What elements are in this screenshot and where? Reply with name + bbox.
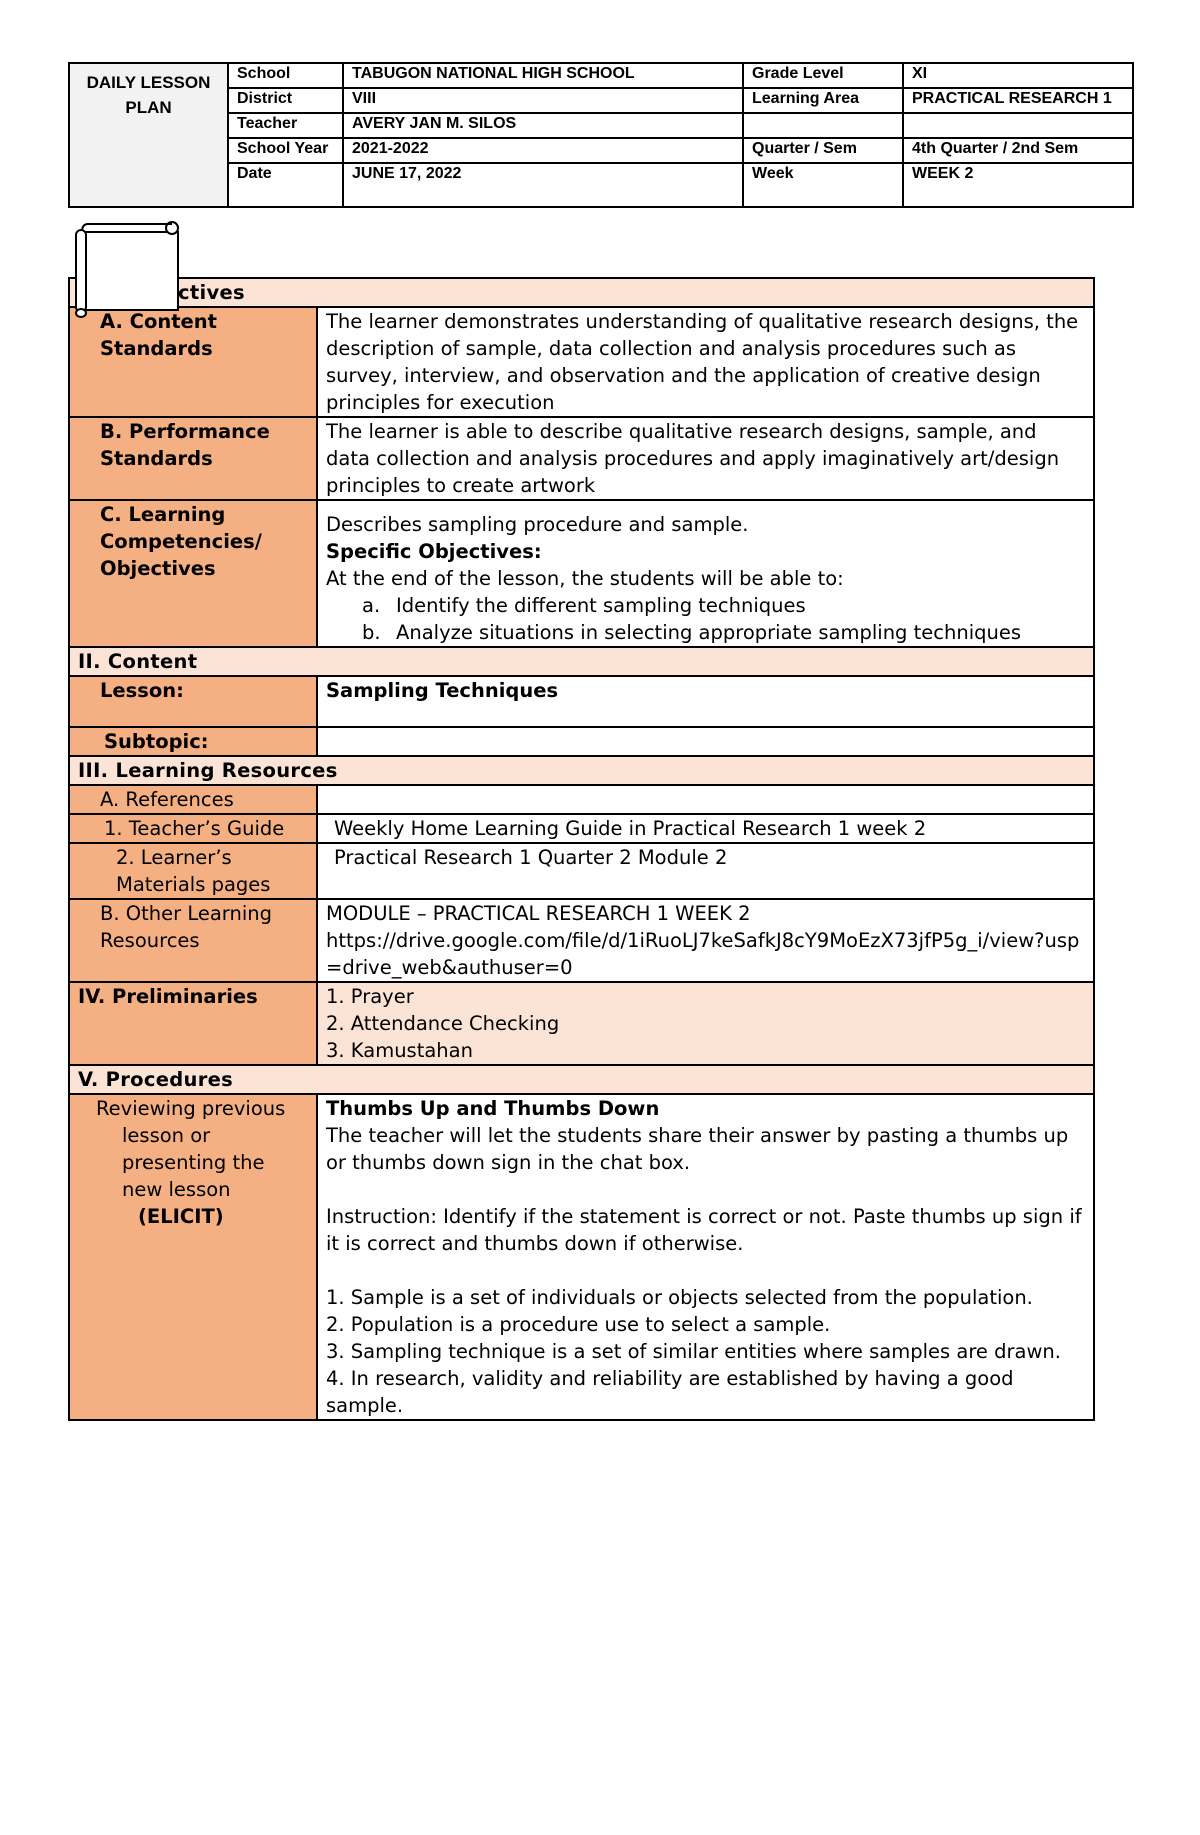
other-resources-link[interactable]: https://drive.google.com/file/d/1iRuoLJ7keSafkJ8cY9MoEzX73jfP5g_i/view?usp=drive_web&authuser=0	[326, 929, 1080, 979]
content-standards-text: The learner demonstrates understanding of qualitative research designs, the description of sample, data collection and analysis procedures such as survey, interview, and observation and the application of creative design principles for execution	[317, 307, 1094, 417]
other-resources-label: B. Other Learning Resources	[69, 899, 317, 982]
subtopic-label: Subtopic:	[69, 727, 317, 756]
list-item: b. Analyze situations in selecting appropriate sampling techniques	[362, 621, 1022, 644]
references-value	[317, 785, 1094, 814]
preliminaries-cell	[317, 982, 1094, 1065]
teacher-label: Teacher	[228, 113, 343, 138]
grade-label: Grade Level	[743, 63, 903, 88]
competencies-cell	[317, 500, 1094, 647]
other-resources-title: MODULE – PRACTICAL RESEARCH 1 WEEK 2	[326, 902, 751, 925]
plan-title: DAILY LESSON PLAN	[69, 63, 228, 207]
scroll-icon	[74, 218, 186, 318]
week-label: Week	[743, 163, 903, 207]
content-section-title: II. Content	[69, 647, 1094, 676]
lesson-plan-table	[68, 277, 1095, 1421]
resources-section-title: III. Learning Resources	[69, 756, 1094, 785]
references-label: A. References	[69, 785, 317, 814]
lesson-plan-header	[68, 62, 1134, 208]
list-item: 2. Attendance Checking	[326, 1012, 560, 1035]
grade-value: XI	[903, 63, 1133, 88]
lesson-label: Lesson:	[69, 676, 317, 727]
teachers-guide-value: Weekly Home Learning Guide in Practical Research 1 week 2	[317, 814, 1094, 843]
teachers-guide-label: 1. Teacher’s Guide	[69, 814, 317, 843]
specific-objectives-title: Specific Objectives:	[326, 540, 542, 563]
statement-item: 1. Sample is a set of individuals or objects selected from the population.	[326, 1286, 1033, 1309]
blank-label	[743, 113, 903, 138]
lesson-value: Sampling Techniques	[317, 676, 1094, 727]
competency-text: Describes sampling procedure and sample.	[326, 513, 749, 536]
objectives-section-title: ctives	[69, 278, 1094, 307]
date-label: Date	[228, 163, 343, 207]
preliminaries-list	[326, 983, 1085, 1064]
objectives-list	[326, 592, 1085, 646]
specific-objectives-intro: At the end of the lesson, the students will be able to:	[326, 567, 844, 590]
year-label: School Year	[228, 138, 343, 163]
activity-title: Thumbs Up and Thumbs Down	[326, 1097, 660, 1120]
subtopic-value	[317, 727, 1094, 756]
school-label: School	[228, 63, 343, 88]
activity-description: The teacher will let the students share their answer by pasting a thumbs up or thumbs down sign in the chat box.	[326, 1124, 1069, 1174]
date-value: JUNE 17, 2022	[343, 163, 743, 207]
list-item: a. Identify the different sampling techniques	[362, 594, 806, 617]
area-value: PRACTICAL RESEARCH 1	[903, 88, 1133, 113]
list-item: 3. Kamustahan	[326, 1039, 473, 1062]
learners-materials-label: 2. Learner’s Materials pages	[69, 843, 317, 899]
content-standards-label: A. Content Standards	[69, 307, 317, 417]
year-value: 2021-2022	[343, 138, 743, 163]
area-label: Learning Area	[743, 88, 903, 113]
procedure-step-label: Reviewing previous lesson or presenting the new lesson	[96, 1097, 286, 1201]
school-value: TABUGON NATIONAL HIGH SCHOOL	[343, 63, 743, 88]
preliminaries-label: IV. Preliminaries	[69, 982, 317, 1065]
list-item: 1. Prayer	[326, 985, 414, 1008]
procedures-section-title: V. Procedures	[69, 1065, 1094, 1094]
week-value: WEEK 2	[903, 163, 1133, 207]
teacher-value: AVERY JAN M. SILOS	[343, 113, 743, 138]
performance-standards-text: The learner is able to describe qualitative research designs, sample, and data collection and analysis procedures and apply imaginatively art/design principles to create artwork	[317, 417, 1094, 500]
statement-item: 3. Sampling technique is a set of similar entities where samples are drawn.	[326, 1340, 1061, 1363]
statement-item: 4. In research, validity and reliability are established by having a good sample.	[326, 1367, 1014, 1417]
statement-item: 2. Population is a procedure use to select a sample.	[326, 1313, 831, 1336]
procedure-step-content	[317, 1094, 1094, 1420]
quarter-label: Quarter / Sem	[743, 138, 903, 163]
procedure-step-tag: (ELICIT)	[138, 1205, 224, 1228]
district-label: District	[228, 88, 343, 113]
procedure-step-label-cell	[69, 1094, 317, 1420]
performance-standards-label: B. Performance Standards	[69, 417, 317, 500]
quarter-value: 4th Quarter / 2nd Sem	[903, 138, 1133, 163]
learners-materials-value: Practical Research 1 Quarter 2 Module 2	[317, 843, 1094, 899]
district-value: VIII	[343, 88, 743, 113]
other-resources-cell	[317, 899, 1094, 982]
activity-instruction: Instruction: Identify if the statement is correct or not. Paste thumbs up sign if it is correct and thumbs down if otherwise.	[326, 1205, 1082, 1255]
competencies-label: C. Learning Competencies/ Objectives	[69, 500, 317, 647]
blank-value	[903, 113, 1133, 138]
